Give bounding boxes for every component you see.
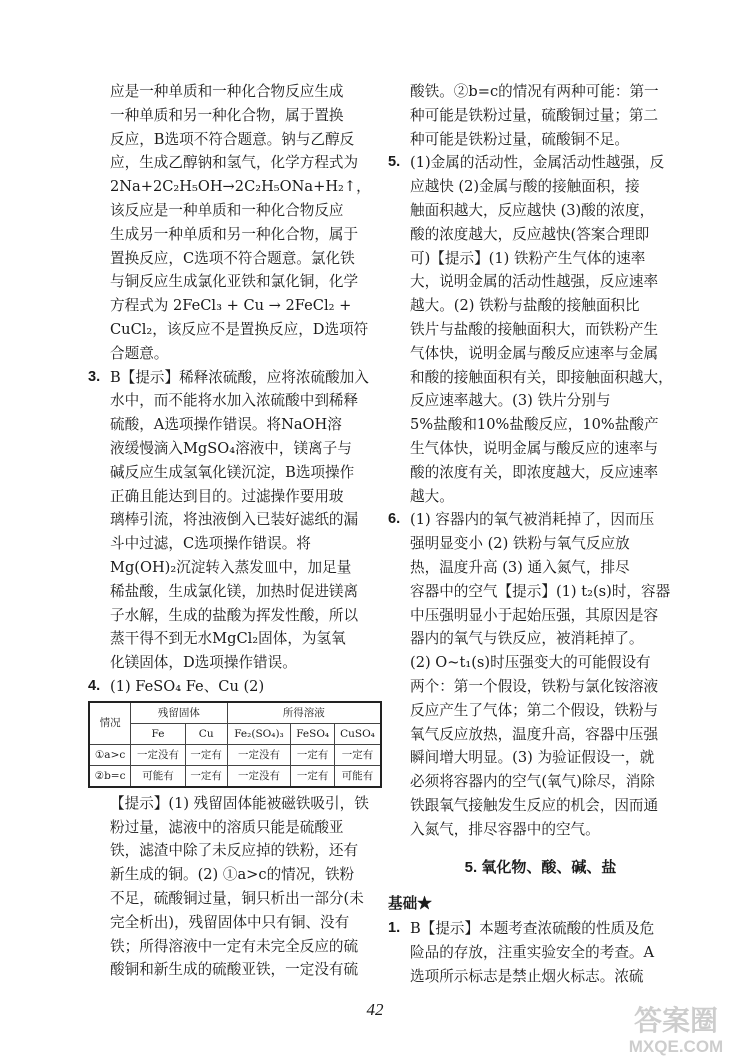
text-line: 入氮气，排尽容器中的空气。 (410, 820, 600, 838)
watermark-logo (610, 1000, 742, 1056)
text-line: 一种单质和另一种化合物，属于置换 (110, 106, 344, 124)
text-line: 器内的氧气与铁反应，被消耗掉了。 (410, 630, 644, 648)
text-line: 【提示】(1) 残留固体能被磁铁吸引，铁 (110, 794, 369, 812)
text-line: 热，温度升高 (3) 通入氮气，排尽 (410, 558, 630, 576)
question-1 (388, 917, 693, 988)
table-cell: 一定没有 (131, 744, 186, 765)
left-column (88, 80, 384, 982)
table-row (89, 744, 381, 765)
text-line: 强明显变小 (2) 铁粉与氧气反应放 (410, 535, 630, 553)
text-line: 液缓慢滴入MgSO₄溶液中，镁离子与 (110, 439, 352, 457)
text-line: 越大。(2) 铁粉与盐酸的接触面积比 (410, 297, 640, 315)
page-number: 42 (366, 1000, 384, 1019)
text-line: 置换反应，C选项不符合题意。氯化铁 (110, 249, 355, 267)
text-line: 反应速率越大。(3) 铁片分别与 (410, 392, 611, 410)
text-line: (1) 容器内的氧气被消耗掉了，因而压 (410, 511, 655, 529)
text-line: 种可能是铁粉过量，硫酸铜过量；第二 (410, 106, 659, 124)
text-line: 铁跟氧气接触发生反应的机会，因而通 (410, 796, 659, 814)
text-line: (2) O~t₁(s)时压强变大的可能假设有 (410, 654, 651, 672)
svg-text:MXQE.COM: MXQE.COM (628, 1037, 724, 1056)
text-line: 应，生成乙醇钠和氢气，化学方程式为 (110, 154, 359, 172)
text-line: 大，说明金属的活动性越强，反应速率 (410, 273, 659, 291)
text-line: 两个：第一个假设，铁粉与氯化铵溶液 (410, 677, 659, 695)
table-header-case: 情况 (89, 702, 131, 745)
question-4-tip (88, 792, 384, 982)
text-line: 新生成的铜。(2) ①a>c的情况，铁粉 (110, 866, 355, 884)
text-line: 容器中的空气【提示】(1) t₂(s)时，容器 (410, 582, 671, 600)
question-number: 5. (388, 154, 401, 171)
question-6 (388, 508, 693, 841)
text-line: 酸的浓度越大，反应越快(答案合理即 (410, 225, 650, 243)
table-header-solution: 所得溶液 (227, 702, 381, 724)
text-line: 碱反应生成氢氧化镁沉淀，B选项操作 (110, 463, 355, 481)
text-line: 铁片与盐酸的接触面积大，而铁粉产生 (410, 320, 659, 338)
table-header-solid: 残留固体 (131, 702, 227, 724)
text-line: 酸的浓度有关，即浓度越大，反应速率 (410, 463, 659, 481)
table-col-header: Cu (185, 723, 227, 744)
text-line: 气体快，说明金属与酸反应速率与金属 (410, 344, 659, 362)
text-line: 化镁固体，D选项操作错误。 (110, 654, 297, 672)
para-continued (388, 80, 693, 151)
table-cell: 一定没有 (227, 744, 291, 765)
table-cell: 一定有 (334, 744, 381, 765)
text-line: 生成另一种单质和另一种化合物，属于 (110, 225, 359, 243)
text-line: 方程式为 2FeCl₃ + Cu → 2FeCl₂ + (110, 297, 352, 315)
text-line: 中压强明显小于起始压强，其原因是容 (410, 606, 659, 624)
text-line: 和酸的接触面积有关，即接触面积越大， (410, 368, 673, 386)
table-row (89, 765, 381, 787)
table-col-header: Fe₂(SO₄)₃ (227, 723, 291, 744)
text-line: 生气体快，说明金属与酸反应的速率与 (410, 439, 659, 457)
text-line: 5%盐酸和10%盐酸反应，10%盐酸产 (410, 416, 659, 434)
table-cell: 可能有 (131, 765, 186, 787)
text-line: 种可能是铁粉过量，硫酸铜不足。 (410, 130, 629, 148)
question-number: 3. (88, 368, 101, 385)
text-line: 触面积越大，反应越快 (3)酸的浓度， (410, 201, 655, 219)
text-line: CuCl₂，该反应不是置换反应，D选项符 (110, 320, 369, 338)
text-line: 反应，B选项不符合题意。钠与乙醇反 (110, 130, 355, 148)
text-line: 粉过量，滤液中的溶质只能是硫酸亚 (110, 818, 344, 836)
table-cell: 一定有 (291, 765, 335, 787)
table-col-header: FeSO₄ (291, 723, 335, 744)
svg-text:答案圈: 答案圈 (633, 1005, 719, 1036)
text-line: 选项所示标志是禁止烟火标志。浓硫 (410, 967, 644, 985)
question-6-text (410, 508, 693, 841)
table-cell: 一定有 (185, 744, 227, 765)
question-1-text (410, 917, 693, 988)
question-number: 4. (88, 677, 101, 694)
text-line: B【提示】本题考查浓硫酸的性质及危 (410, 920, 655, 938)
text-line: 险品的存放，注重实验安全的考查。A (410, 943, 655, 961)
text-line: 反应产生了气体；第二个假设，铁粉与 (410, 701, 659, 719)
right-column (388, 80, 693, 988)
result-table (88, 701, 382, 788)
text-line: 水中，而不能将水加入浓硫酸中到稀释 (110, 392, 359, 410)
text-line: 应越快 (2)金属与酸的接触面积，接 (410, 178, 640, 196)
question-number: 6. (388, 511, 401, 528)
text-line: 正确且能达到目的。过滤操作要用玻 (110, 487, 344, 505)
text-line: 应是一种单质和一种化合物反应生成 (110, 83, 344, 100)
question-4-head: (1) FeSO₄ Fe、Cu (2) (110, 677, 265, 695)
text-line: 不足，硫酸铜过量，铜只析出一部分(未 (110, 889, 364, 907)
text-line: 越大。 (410, 487, 454, 505)
text-line: 合题意。 (110, 344, 169, 362)
text-line: 铁；所得溶液中一定有未完全反应的硫 (110, 937, 359, 955)
text-line: 必须将容器内的空气(氧气)除尽，消除 (410, 773, 655, 791)
text-line: 璃棒引流，将浊液倒入已装好滤纸的漏 (110, 511, 359, 529)
text-line: 子水解，生成的盐酸为挥发性酸，所以 (110, 606, 359, 624)
text-line: Mg(OH)₂沉淀转入蒸发皿中，加足量 (110, 558, 352, 576)
section-title: 5. 氧化物、酸、碱、盐 (464, 858, 617, 876)
text-line: 2Na+2C₂H₅OH→2C₂H₅ONa+H₂↑， (110, 178, 371, 196)
table-cell: 一定有 (291, 744, 335, 765)
table-col-header: CuSO₄ (334, 723, 381, 744)
question-5-text (410, 151, 693, 508)
text-line: 瞬间增大明显。(3) 为验证假设一，就 (410, 749, 655, 767)
table-col-header: Fe (131, 723, 186, 744)
text-line: B【提示】稀释浓硫酸，应将浓硫酸加入 (110, 368, 369, 386)
table-cell-case: ①a>c (89, 744, 131, 765)
text-line: 该反应是一种单质和一种化合物反应 (110, 201, 344, 219)
text-line: 可)【提示】(1) 铁粉产生气体的速率 (410, 249, 646, 267)
table-cell-case: ②b=c (89, 765, 131, 787)
table-cell: 一定有 (185, 765, 227, 787)
question-3-text (110, 366, 384, 675)
text-line: (1)金属的活动性，金属活动性越强，反 (410, 154, 665, 172)
section-subhead: 基础★ (388, 896, 432, 913)
table-cell: 可能有 (334, 765, 381, 787)
text-line: 酸铜和新生成的硫酸亚铁，一定没有硫 (110, 961, 359, 979)
text-line: 氧气反应放热，温度升高，容器中压强 (410, 725, 659, 743)
question-3 (88, 366, 384, 675)
text-line: 完全析出)，残留固体中只有铜、没有 (110, 913, 350, 931)
question-4 (88, 675, 384, 699)
text-line: 铁，滤渣中除了未反应掉的铁粉，还有 (110, 842, 359, 860)
question-5 (388, 151, 693, 508)
para-continued (88, 80, 384, 366)
table-cell: 一定没有 (227, 765, 291, 787)
text-line: 与铜反应生成氯化亚铁和氯化铜，化学 (110, 273, 359, 291)
question-number: 1. (388, 920, 401, 937)
text-line: 稀盐酸，生成氯化镁，加热时促进镁离 (110, 582, 359, 600)
text-line: 硫酸，A选项操作错误。将NaOH溶 (110, 416, 342, 434)
text-line: 蒸干得不到无水MgCl₂固体，为氢氧 (110, 630, 346, 648)
text-line: 斗中过滤，C选项操作错误。将 (110, 535, 311, 553)
text-line: 酸铁。②b=c的情况有两种可能：第一 (410, 83, 659, 100)
